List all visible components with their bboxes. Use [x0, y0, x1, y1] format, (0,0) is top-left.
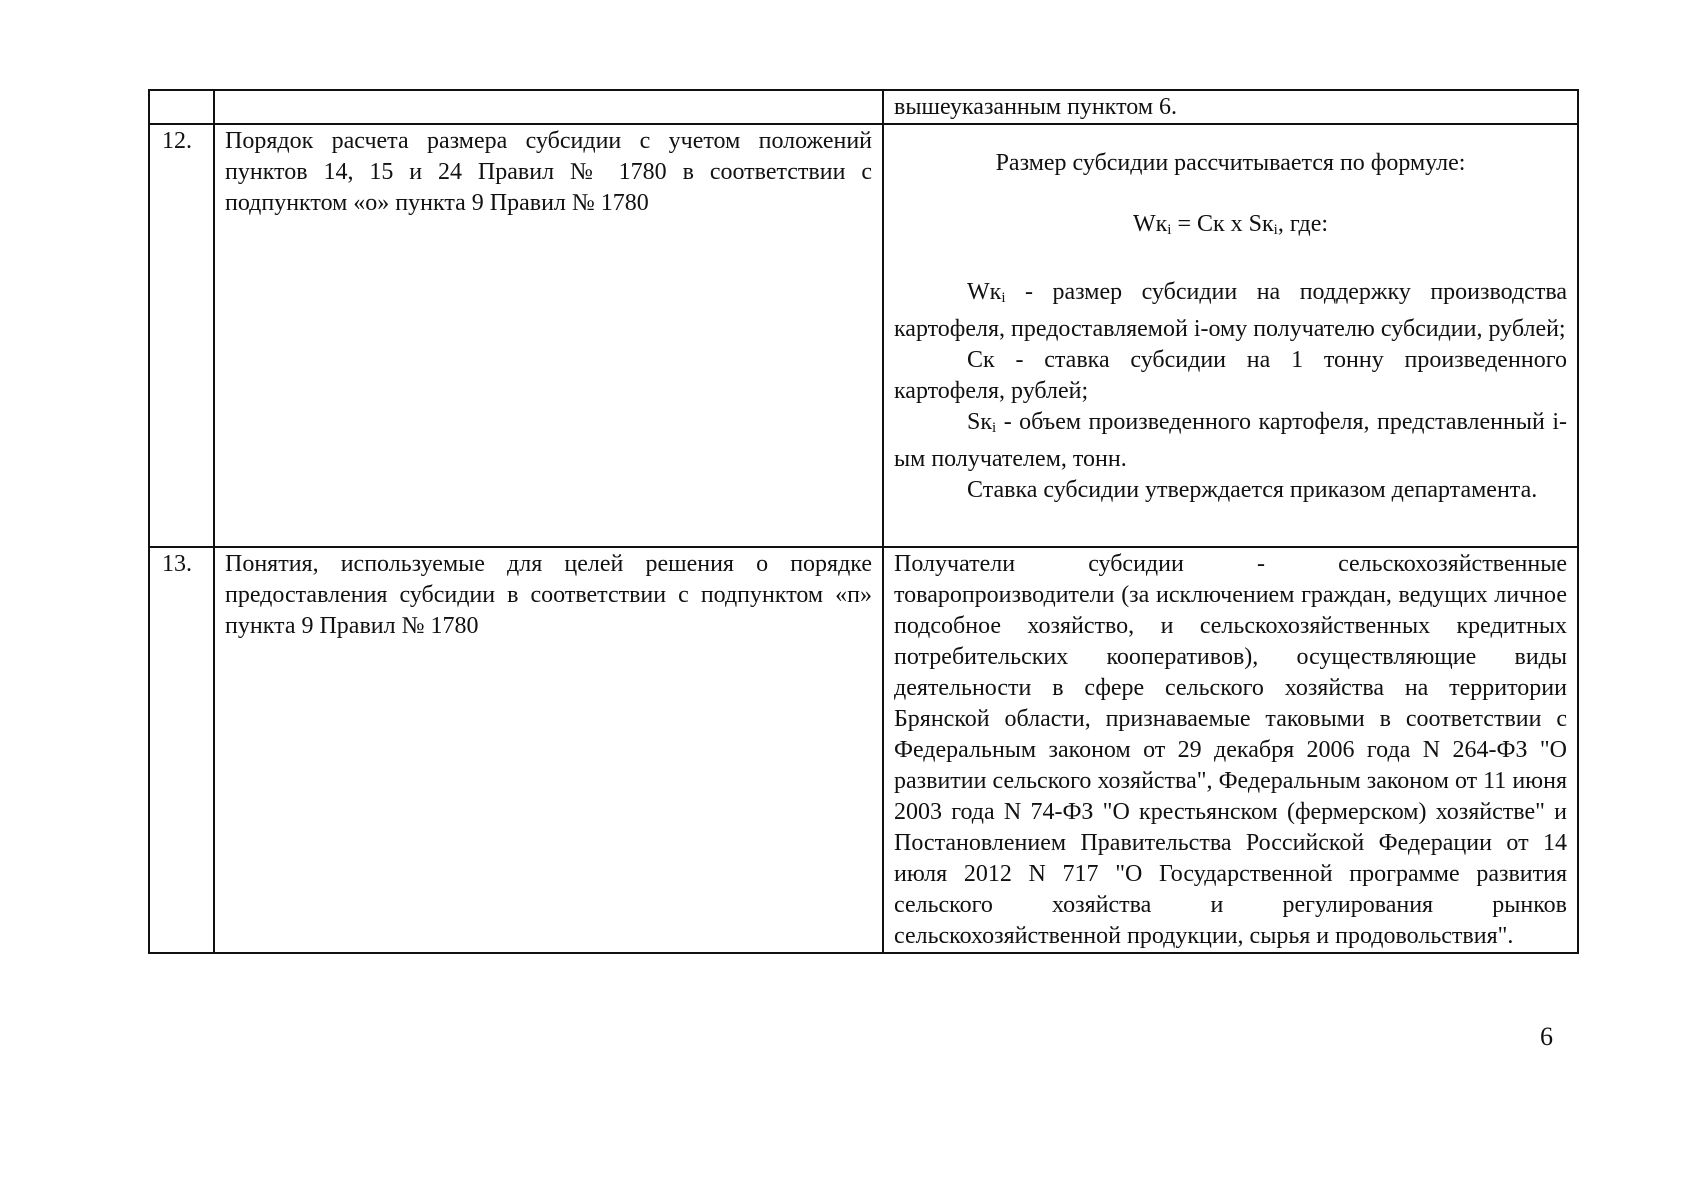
row-title-cell: Порядок расчета размера субсидии с учетом положений пунктов 14, 15 и 24 Правил № 1780 в соответствии с подпунктом «о» пункта 9 Правил № 1780: [214, 124, 883, 547]
recipients-definition: Получатели субсидии - сельскохозяйственные товаропроизводители (за исключением граждан, ведущих личное подсобное хозяйство, и сельскохозяйственных кредитных потребительских кооперативов), осуществляющие виды деятельности в сфере сельского хозяйства на территории Брянской области, признаваемые таковыми в соответствии с Федеральным законом от 29 декабря 2006 года N 264-ФЗ "О развитии сельского хозяйства", Федеральным законом от 11 июня 2003 года N 74-ФЗ "О крестьянском (фермерском) хозяйстве" и Постановлением Правительства Российской Федерации от 14 июля 2012 N 717 "О Государственной программе развития сельского хозяйства и регулирования рынков сельскохозяйственной продукции, сырья и продовольствия".: [894, 551, 1567, 949]
definition-w: $Wк_i$ - размер субсидии на поддержку производства картофеля, предоставляемой i-ому получателю субсидии, рублей;: [894, 279, 1567, 342]
row-number-cell: 13.: [149, 547, 214, 953]
row-title-cell: Понятия, используемые для целей решения о порядке предоставления субсидии в соответствии с подпунктом «п» пункта 9 Правил № 1780: [214, 547, 883, 953]
row-content-cell: вышеуказанным пунктом 6.: [883, 90, 1578, 124]
definition-c: Ск - ставка субсидии на 1 тонну произведенного картофеля, рублей;: [894, 347, 1567, 404]
row-content-cell: [883, 124, 1578, 547]
formula-title: Размер субсидии рассчитывается по формуле:: [995, 150, 1466, 176]
page-number: 6: [1540, 1022, 1553, 1051]
table-row: [149, 90, 1578, 124]
definition-s: $Sк_i$ - объем произведенного картофеля, представленный i-ым получателем, тонн.: [894, 409, 1567, 472]
regulation-table: [148, 89, 1579, 954]
row-number-cell: [149, 90, 214, 124]
rate-note: Ставка субсидии утверждается приказом департамента.: [967, 477, 1538, 503]
row-number-cell: 12.: [149, 124, 214, 547]
table-row: [149, 547, 1578, 953]
formula: $Wк_i$ = Ск x $Sк_i$, где:: [1132, 211, 1329, 238]
row-content-cell: [883, 547, 1578, 953]
table-row: [149, 124, 1578, 547]
row-title-cell: [214, 90, 883, 124]
